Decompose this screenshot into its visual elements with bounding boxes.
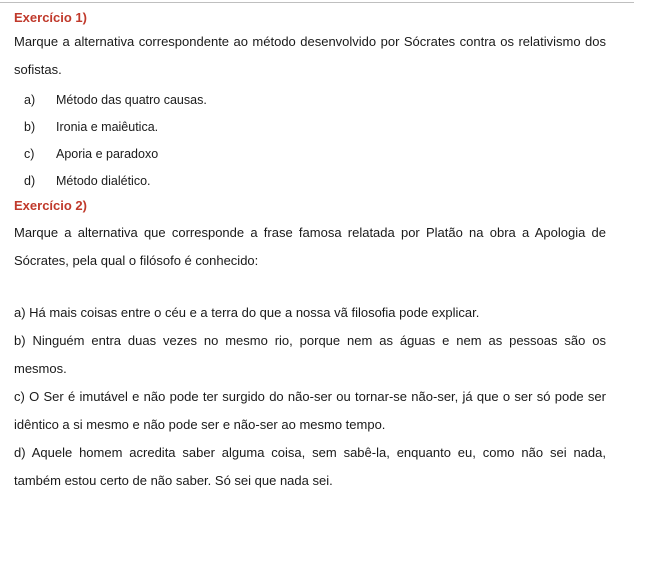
exercise-2-option-c: c) O Ser é imutável e não pode ter surgido do não-ser ou tornar-se não-ser, já que o ser só pode ser idêntico a si mesmo e não pode ser e não-ser ao mesmo tempo. [14, 389, 606, 432]
exercise-2-option-a: a) Há mais coisas entre o céu e a terra do que a nossa vã filosofia pode explicar. [14, 305, 480, 320]
option-text: Ironia e maiêutica. [56, 120, 159, 134]
exercise-1-option-c [14, 141, 606, 168]
exercise-2-option-b: b) Ninguém entra duas vezes no mesmo rio, porque nem as águas e nem as pessoas são os mesmos. [14, 333, 606, 376]
option-letter: c) [24, 147, 35, 161]
document-page [14, 9, 606, 495]
exercise-1-question: Marque a alternativa correspondente ao método desenvolvido por Sócrates contra os relativismo dos sofistas. [14, 34, 606, 77]
option-letter: b) [24, 120, 36, 134]
option-letter: d) [24, 174, 36, 188]
exercise-1-options [14, 87, 606, 195]
top-divider [0, 2, 634, 3]
spacer [14, 275, 606, 299]
exercise-1-option-a [14, 87, 606, 114]
exercise-1-heading: Exercício 1) [14, 10, 87, 25]
exercise-2-option-d: d) Aquele homem acredita saber alguma coisa, sem sabê-la, enquanto eu, como não sei nada, também estou certo de não saber. Só sei que nada sei. [14, 445, 606, 488]
option-letter: a) [24, 93, 36, 107]
exercise-1-option-b [14, 114, 606, 141]
option-text: Método dialético. [56, 174, 151, 188]
exercise-2-question: Marque a alternativa que corresponde a frase famosa relatada por Platão na obra a Apologia de Sócrates, pela qual o filósofo é conhecido: [14, 225, 606, 268]
option-text: Método das quatro causas. [56, 93, 207, 107]
exercise-2-heading: Exercício 2) [14, 198, 87, 213]
exercise-1-option-d [14, 168, 606, 195]
option-text: Aporia e paradoxo [56, 147, 159, 161]
